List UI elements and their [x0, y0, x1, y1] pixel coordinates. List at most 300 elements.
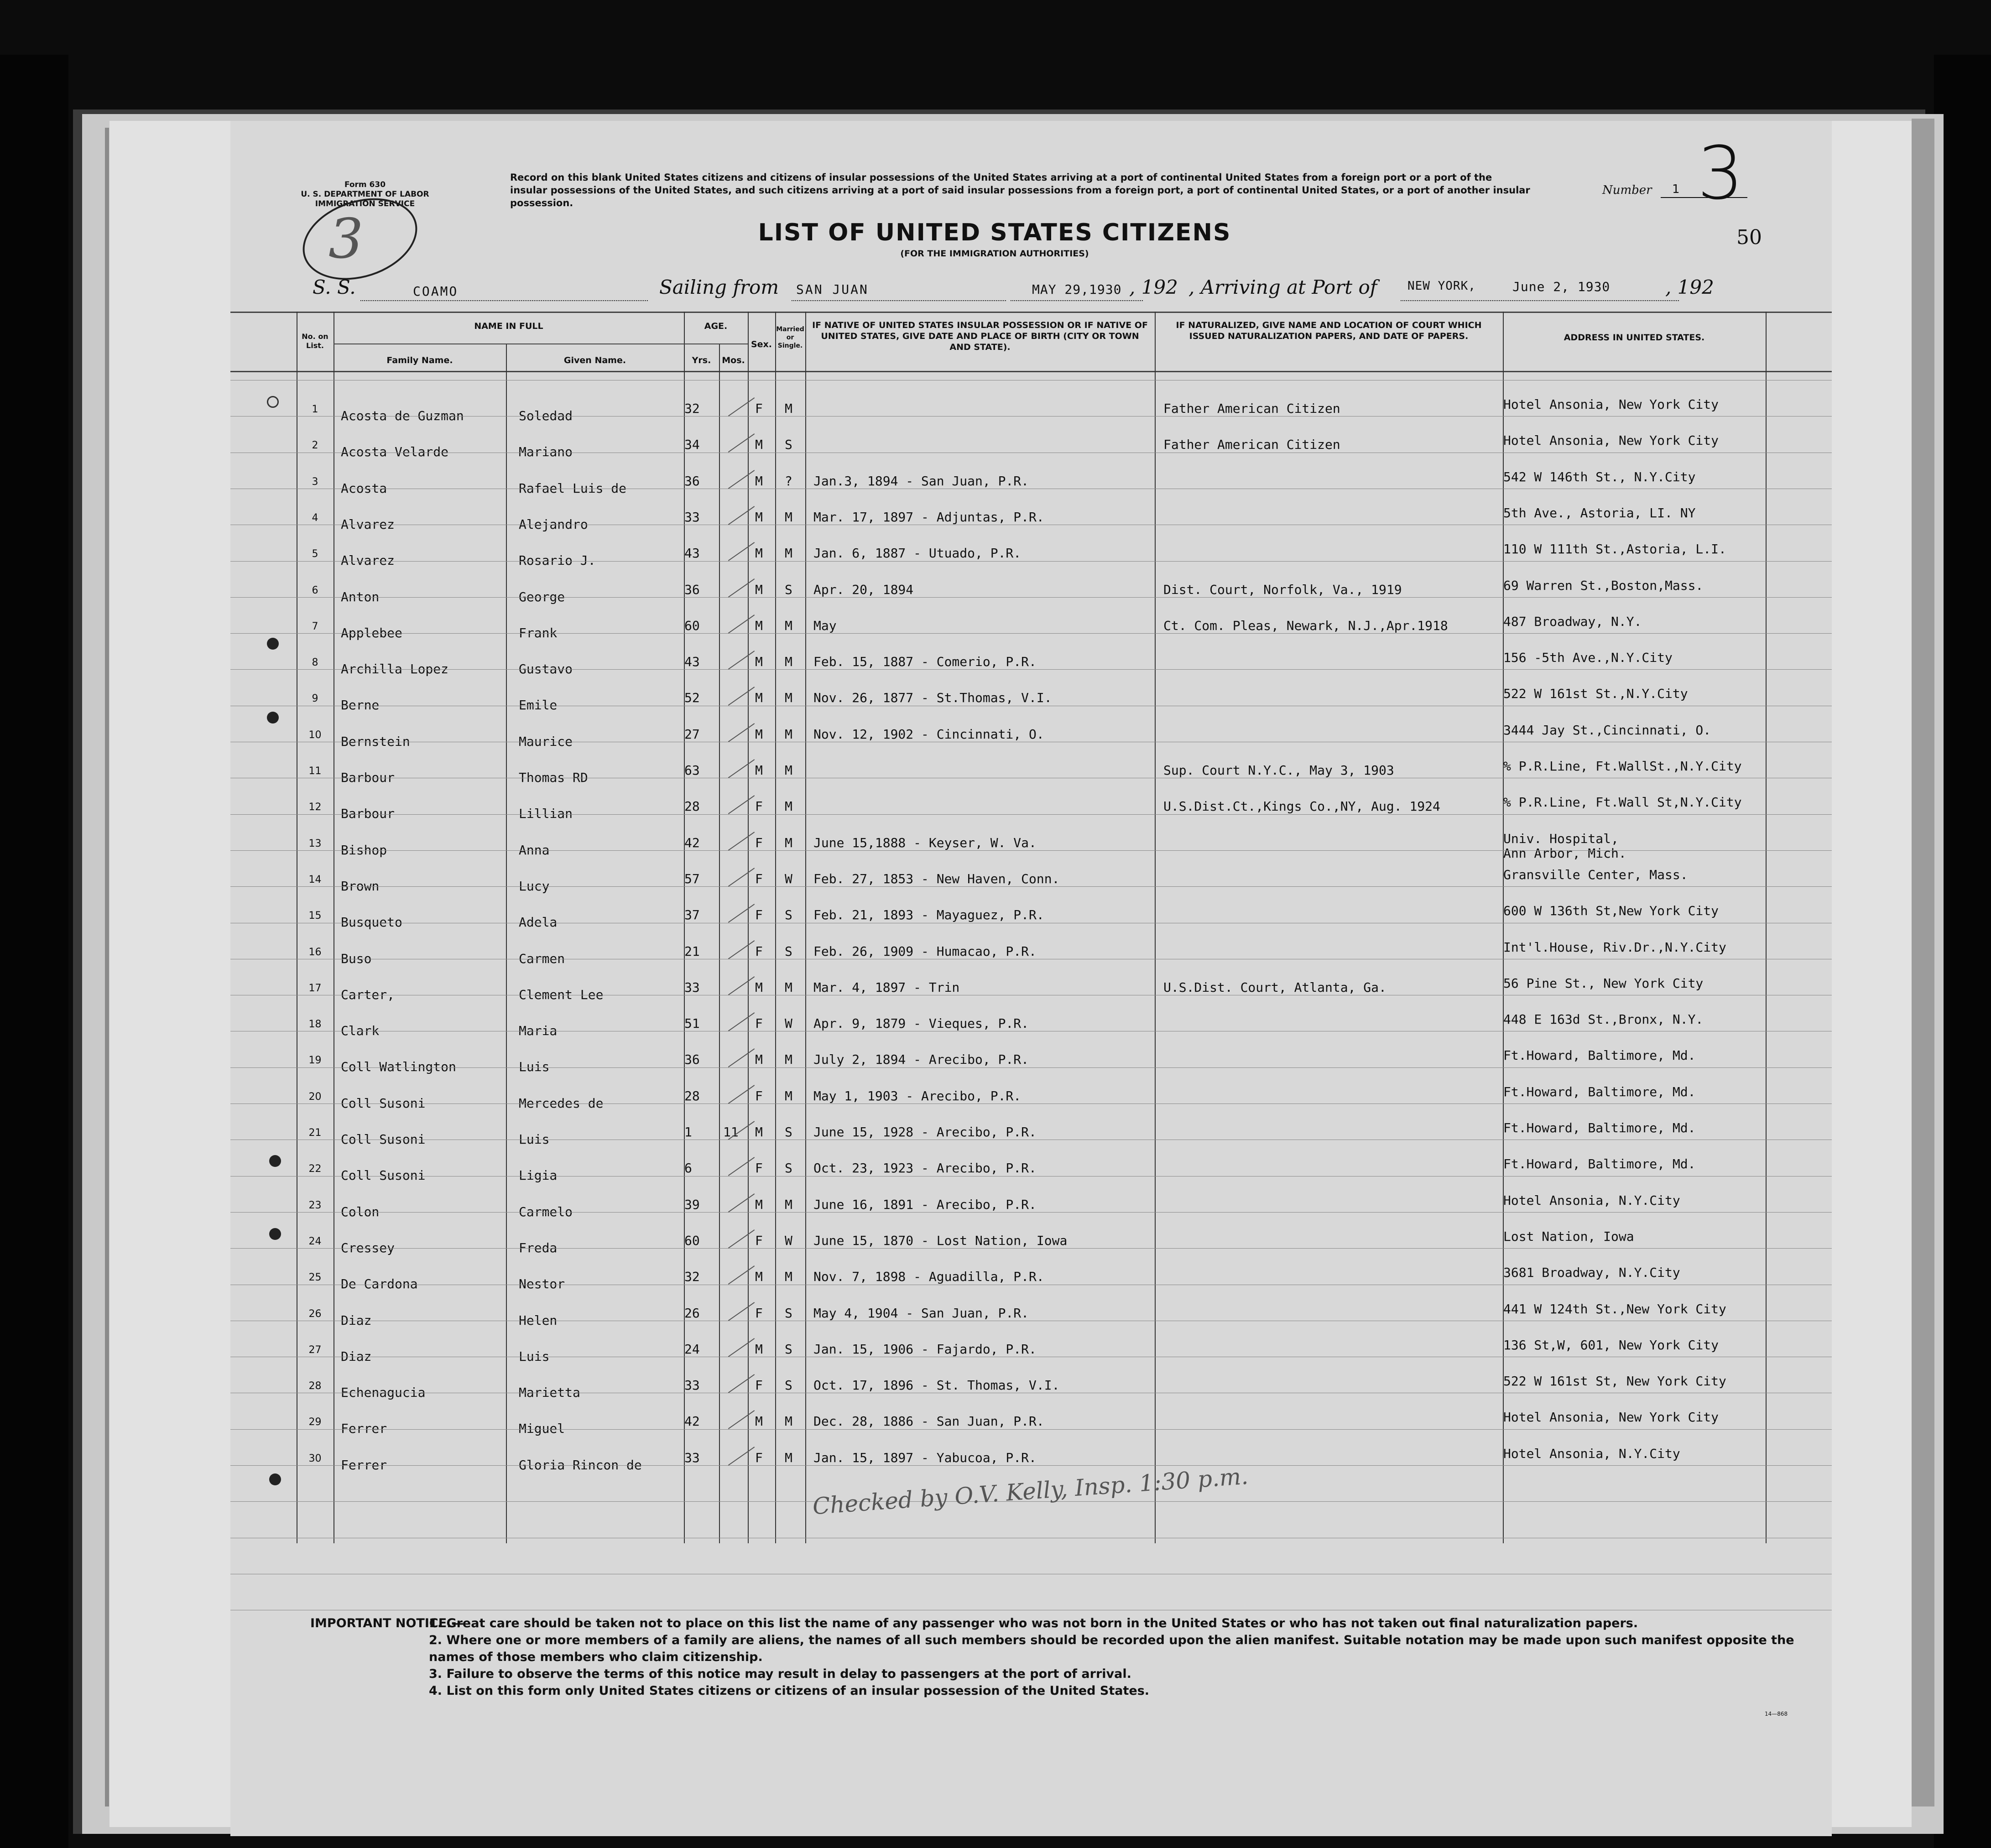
age-years: 63	[684, 763, 700, 778]
row-number: 26	[308, 1308, 322, 1320]
age-years: 28	[684, 1088, 700, 1104]
given-name: Carmen	[519, 951, 565, 966]
row-number: 23	[308, 1199, 322, 1211]
circled-number: 3	[328, 208, 364, 271]
birth-date-place: May	[813, 618, 837, 633]
check-mark	[728, 542, 755, 561]
row-rule	[230, 561, 1832, 562]
age-years: 33	[684, 1450, 700, 1465]
family-name: Cressey	[341, 1240, 395, 1255]
family-name: Colon	[341, 1204, 380, 1219]
sailing-date: MAY 29,1930	[1032, 282, 1122, 297]
age-years: 36	[684, 582, 700, 597]
birth-date-place: Oct. 17, 1896 - St. Thomas, V.I.	[813, 1378, 1060, 1393]
address: Hotel Ansonia, New York City	[1503, 397, 1719, 412]
check-mark	[728, 1048, 755, 1067]
birth-date-place: Dec. 28, 1886 - San Juan, P.R.	[813, 1414, 1044, 1429]
sex: M	[755, 509, 763, 525]
given-name: Ligia	[519, 1168, 558, 1183]
header-no: No. on List.	[302, 332, 328, 350]
form-title: LIST OF UNITED STATES CITIZENS	[758, 219, 1231, 246]
row-number: 12	[308, 802, 322, 813]
sex: M	[755, 1052, 763, 1067]
family-name: Archilla Lopez	[341, 661, 449, 677]
check-mark	[728, 1229, 755, 1249]
family-name: Coll Susoni	[341, 1132, 426, 1147]
check-mark	[728, 687, 755, 706]
right-page-edge	[1912, 119, 1934, 1806]
family-name: Alvarez	[341, 553, 395, 568]
family-name: Ferrer	[341, 1421, 387, 1437]
agency-line: U. S. DEPARTMENT OF LABOR	[301, 190, 429, 199]
given-name: Gustavo	[519, 661, 573, 677]
age-years: 57	[684, 871, 700, 886]
marital-status: S	[785, 437, 792, 453]
header-yrs: Yrs.	[692, 355, 711, 365]
birth-date-place: Nov. 12, 1902 - Cincinnati, O.	[813, 726, 1044, 742]
family-name: Busqueto	[341, 915, 402, 930]
row-number: 4	[312, 512, 318, 524]
marital-status: W	[785, 871, 792, 886]
birth-date-place: Mar. 17, 1897 - Adjuntas, P.R.	[813, 509, 1044, 525]
marital-status: S	[785, 582, 792, 597]
birth-date-place: Mar. 4, 1897 - Trin	[813, 979, 960, 995]
check-mark	[728, 1338, 755, 1357]
family-name: Coll Susoni	[341, 1095, 426, 1111]
marital-status: M	[785, 1197, 792, 1212]
age-years: 34	[684, 437, 700, 453]
sex: F	[755, 943, 763, 959]
row-number: 25	[308, 1272, 322, 1284]
address: 3444 Jay St.,Cincinnati, O.	[1503, 722, 1711, 738]
given-name: Anna	[519, 842, 550, 858]
birth-date-place: July 2, 1894 - Arecibo, P.R.	[813, 1052, 1029, 1067]
family-name: Echenagucia	[341, 1385, 426, 1400]
row-number: 17	[308, 982, 322, 994]
check-mark	[728, 976, 755, 995]
family-name: Diaz	[341, 1312, 372, 1328]
family-name: Acosta de Guzman	[341, 408, 464, 423]
row-number: 20	[308, 1091, 322, 1103]
given-name: Mercedes de	[519, 1095, 604, 1111]
given-name: Helen	[519, 1312, 558, 1328]
row-number: 11	[308, 765, 322, 777]
check-mark	[728, 433, 755, 453]
form-number: Form 630	[344, 180, 386, 189]
row-number: 19	[308, 1055, 322, 1067]
row-number: 2	[312, 440, 318, 452]
notice-heading: IMPORTANT NOTICE.—	[310, 1616, 464, 1630]
sex: F	[755, 799, 763, 814]
marital-status: M	[785, 509, 792, 525]
address: 600 W 136th St,New York City	[1503, 903, 1719, 919]
given-name: Nestor	[519, 1276, 565, 1292]
number-label: Number	[1602, 183, 1652, 197]
age-years: 32	[684, 1269, 700, 1285]
given-name: Frank	[519, 625, 558, 640]
row-number: 30	[308, 1452, 322, 1464]
handwritten-sheet-number: 3	[1697, 130, 1744, 216]
check-mark	[728, 868, 755, 887]
age-years: 37	[684, 907, 700, 923]
marital-status: S	[785, 1161, 792, 1176]
check-mark	[728, 1085, 755, 1104]
header-naturalization: IF NATURALIZED, GIVE NAME AND LOCATION OF COURT WHICH ISSUED NATURALIZATION PAPERS, AND DATE OF PAPERS.	[1176, 320, 1482, 341]
marital-status: S	[785, 1378, 792, 1393]
age-years: 33	[684, 979, 700, 995]
year-suffix: , 192	[1129, 276, 1178, 298]
given-name: Freda	[519, 1240, 558, 1255]
marital-status: W	[785, 1016, 792, 1031]
given-name: Gloria Rincon de	[519, 1457, 642, 1473]
address: Int'l.House, Riv.Dr.,N.Y.City	[1503, 939, 1726, 955]
check-mark	[728, 397, 755, 416]
given-name: George	[519, 589, 565, 604]
sex: M	[755, 618, 763, 633]
marital-status: S	[785, 1341, 792, 1357]
family-name: Coll Susoni	[341, 1168, 426, 1183]
address: Hotel Ansonia, New York City	[1503, 433, 1719, 448]
family-name: Acosta Velarde	[341, 444, 449, 460]
sex: M	[755, 473, 763, 489]
sex: F	[755, 1233, 763, 1248]
given-name: Rosario J.	[519, 553, 596, 568]
row-number: 18	[308, 1019, 322, 1031]
age-years: 36	[684, 1052, 700, 1067]
marital-status: S	[785, 1124, 792, 1140]
family-name: Barbour	[341, 806, 395, 822]
sex: M	[755, 1269, 763, 1285]
marital-status: S	[785, 1305, 792, 1321]
check-mark	[728, 1302, 755, 1321]
page-number: 50	[1736, 226, 1762, 249]
marital-status: M	[785, 763, 792, 778]
age-years: 52	[684, 690, 700, 706]
sex: M	[755, 763, 763, 778]
row-rule	[230, 1212, 1832, 1213]
row-rule	[230, 1429, 1832, 1430]
important-notice	[310, 1615, 1834, 1699]
marital-status: M	[785, 799, 792, 814]
sex: M	[755, 654, 763, 670]
address: Hotel Ansonia, New York City	[1503, 1410, 1719, 1425]
check-mark	[728, 506, 755, 525]
arrival-date: June 2, 1930	[1512, 279, 1611, 294]
address: Gransville Center, Mass.	[1503, 867, 1688, 882]
address: 487 Broadway, N.Y.	[1503, 614, 1642, 629]
birth-date-place: Jan.3, 1894 - San Juan, P.R.	[813, 473, 1029, 489]
given-name: Thomas RD	[519, 770, 588, 785]
marital-status: ?	[785, 473, 792, 489]
header-sex: Sex.	[751, 339, 772, 349]
notice-item: 1. Great care should be taken not to place on this list the name of any passenger who was not born in the United States or who has not taken out final naturalization papers.	[429, 1616, 1638, 1630]
age-years: 43	[684, 654, 700, 670]
given-name: Alejandro	[519, 516, 588, 532]
marital-status: M	[785, 1414, 792, 1429]
given-name: Soledad	[519, 408, 573, 423]
address: 56 Pine St., New York City	[1503, 975, 1704, 991]
birth-date-place: Nov. 26, 1877 - St.Thomas, V.I.	[813, 690, 1052, 706]
age-years: 26	[684, 1305, 700, 1321]
sailing-label: Sailing from	[659, 276, 779, 298]
header-married-single: Married or Single.	[776, 326, 804, 349]
given-name: Luis	[519, 1348, 550, 1364]
marital-status: M	[785, 979, 792, 995]
check-mark	[728, 723, 755, 742]
birth-date-place: Jan. 15, 1897 - Yabucoa, P.R.	[813, 1450, 1037, 1465]
birth-date-place: June 16, 1891 - Arecibo, P.R.	[813, 1197, 1037, 1212]
sex: M	[755, 437, 763, 453]
address: 156 -5th Ave.,N.Y.City	[1503, 650, 1673, 666]
address: 69 Warren St.,Boston,Mass.	[1503, 578, 1704, 593]
sex: M	[755, 1197, 763, 1212]
check-mark	[728, 759, 755, 778]
age-years: 24	[684, 1341, 700, 1357]
row-rule	[230, 669, 1832, 670]
family-name: Clark	[341, 1023, 380, 1039]
marital-status: M	[785, 618, 792, 633]
sex: F	[755, 1305, 763, 1321]
row-rule	[230, 1067, 1832, 1068]
header-age: AGE.	[704, 321, 728, 331]
given-name: Luis	[519, 1132, 550, 1147]
row-number: 21	[308, 1127, 322, 1139]
number-value: 1	[1672, 182, 1680, 196]
address: 448 E 163d St.,Bronx, N.Y.	[1503, 1012, 1704, 1027]
given-name: Luis	[519, 1059, 550, 1075]
agency-line: IMMIGRATION SERVICE	[315, 199, 415, 208]
given-name: Lucy	[519, 878, 550, 894]
header-family-name: Family Name.	[386, 355, 453, 365]
family-name: Alvarez	[341, 516, 395, 532]
family-name: Bernstein	[341, 734, 410, 749]
header-name-in-full: NAME IN FULL	[474, 321, 543, 331]
from-line	[792, 300, 1006, 301]
address: Univ. Hospital, Ann Arbor, Mich.	[1503, 831, 1626, 861]
marital-status: M	[785, 1269, 792, 1285]
age-years: 32	[684, 401, 700, 416]
family-name: Ferrer	[341, 1457, 387, 1473]
marital-status: S	[785, 943, 792, 959]
given-name: Rafael Luis de	[519, 480, 627, 496]
address: Hotel Ansonia, N.Y.City	[1503, 1192, 1680, 1208]
family-name: De Cardona	[341, 1276, 418, 1292]
row-number: 22	[308, 1163, 322, 1175]
check-mark	[728, 1012, 755, 1031]
sex: F	[755, 401, 763, 416]
age-years: 36	[684, 473, 700, 489]
birth-date-place: Feb. 15, 1887 - Comerio, P.R.	[813, 654, 1037, 670]
naturalization-court: Sup. Court N.Y.C., May 3, 1903	[1163, 763, 1394, 778]
check-mark	[728, 1374, 755, 1393]
address: Ft.Howard, Baltimore, Md.	[1503, 1120, 1696, 1135]
family-name: Acosta	[341, 480, 387, 496]
family-name: Bishop	[341, 842, 387, 858]
address: 522 W 161st St.,N.Y.City	[1503, 686, 1688, 702]
naturalization-court: Father American Citizen	[1163, 437, 1340, 453]
age-years: 33	[684, 509, 700, 525]
sailing-from: SAN JUAN	[796, 282, 869, 297]
row-number: 8	[312, 657, 318, 669]
header-mos: Mos.	[722, 355, 745, 365]
check-mark	[728, 940, 755, 959]
row-number: 14	[308, 874, 322, 885]
row-number: 5	[312, 548, 318, 560]
inspector-signature: Checked by O.V. Kelly, Insp. 1:30 p.m.	[812, 1463, 1249, 1520]
age-years: 43	[684, 546, 700, 561]
row-number: 29	[308, 1416, 322, 1428]
birth-date-place: Jan. 15, 1906 - Fajardo, P.R.	[813, 1341, 1037, 1357]
sex: F	[755, 1378, 763, 1393]
marital-status: M	[785, 401, 792, 416]
birth-date-place: Oct. 23, 1923 - Arecibo, P.R.	[813, 1161, 1037, 1176]
birth-date-place: June 15, 1870 - Lost Nation, Iowa	[813, 1233, 1068, 1248]
header-birth: IF NATIVE OF UNITED STATES INSULAR POSSESSION OR IF NATIVE OF UNITED STATES, GIVE DATE AND PLACE OF BIRTH (CITY OR TOWN AND STATE).	[812, 320, 1148, 352]
birth-date-place: June 15,1888 - Keyser, W. Va.	[813, 835, 1037, 850]
row-number: 9	[312, 693, 318, 705]
check-mark	[728, 795, 755, 814]
table-rule	[230, 371, 1832, 372]
notice-item: 4. List on this form only United States citizens or citizens of an insular possession of the United States.	[429, 1684, 1150, 1698]
age-years: 39	[684, 1197, 700, 1212]
passenger-table	[230, 312, 1832, 1548]
row-rule	[230, 850, 1832, 851]
address: % P.R.Line, Ft.Wall St,N.Y.City	[1503, 795, 1742, 810]
naturalization-court: Dist. Court, Norfolk, Va., 1919	[1163, 582, 1402, 597]
ship-line	[360, 300, 648, 301]
ss-label: S. S.	[313, 276, 356, 298]
sex: F	[755, 1088, 763, 1104]
age-years: 51	[684, 1016, 700, 1031]
address: 522 W 161st St, New York City	[1503, 1374, 1726, 1389]
naturalization-court: Father American Citizen	[1163, 401, 1340, 416]
sex: M	[755, 582, 763, 597]
birth-date-place: June 15, 1928 - Arecibo, P.R.	[813, 1124, 1037, 1140]
address: Ft.Howard, Baltimore, Md.	[1503, 1048, 1696, 1063]
binding-edge	[105, 128, 109, 1806]
arrival-port: NEW YORK,	[1407, 279, 1476, 293]
port-line	[1401, 300, 1679, 301]
given-name: Maria	[519, 1023, 558, 1039]
sex: M	[755, 1124, 763, 1140]
age-years: 42	[684, 1414, 700, 1429]
check-mark	[728, 470, 755, 489]
birth-date-place: Feb. 21, 1893 - Mayaguez, P.R.	[813, 907, 1044, 923]
sex: M	[755, 690, 763, 706]
check-mark	[728, 1410, 755, 1429]
row-number: 27	[308, 1344, 322, 1356]
age-months: 11	[723, 1124, 739, 1140]
row-rule	[230, 814, 1832, 815]
birth-date-place: May 4, 1904 - San Juan, P.R.	[813, 1305, 1029, 1321]
age-years: 28	[684, 799, 700, 814]
family-name: Coll Watlington	[341, 1059, 456, 1075]
notice-item: 3. Failure to observe the terms of this notice may result in delay to passengers at the port of arrival.	[429, 1667, 1131, 1681]
address: % P.R.Line, Ft.WallSt.,N.Y.City	[1503, 759, 1742, 774]
row-number: 3	[312, 476, 318, 488]
check-mark	[728, 578, 755, 598]
marital-status: M	[785, 726, 792, 742]
year-suffix: , 192	[1665, 276, 1714, 298]
marital-status: S	[785, 907, 792, 923]
given-name: Marietta	[519, 1385, 580, 1400]
address: Lost Nation, Iowa	[1503, 1229, 1634, 1244]
age-years: 60	[684, 1233, 700, 1248]
family-name: Barbour	[341, 770, 395, 785]
form-instructions: Record on this blank United States citizens and citizens of insular possessions of the United States arriving at a port of continental United States from a foreign port or a port of the insular possessions of the United States, and such citizens arriving at a port of said insular possessions from a foreign port, a port of continental United States, or a port of another insular possession.	[510, 172, 1530, 208]
ship-name: COAMO	[413, 284, 459, 299]
print-code: 14—868	[1765, 1711, 1788, 1717]
age-years: 6	[684, 1161, 692, 1176]
row-rule	[230, 597, 1832, 598]
sex: M	[755, 546, 763, 561]
row-number: 13	[308, 838, 322, 849]
birth-date-place: Apr. 20, 1894	[813, 582, 914, 597]
check-mark	[728, 1447, 755, 1466]
marital-status: M	[785, 1088, 792, 1104]
row-number: 1	[312, 404, 318, 415]
row-rule	[230, 633, 1832, 634]
address: 3681 Broadway, N.Y.City	[1503, 1265, 1680, 1281]
sex: F	[755, 1450, 763, 1465]
sex: F	[755, 835, 763, 850]
check-mark	[728, 1157, 755, 1176]
row-number: 6	[312, 584, 318, 596]
address: Hotel Ansonia, N.Y.City	[1503, 1446, 1680, 1461]
age-years: 27	[684, 726, 700, 742]
birth-date-place: Feb. 26, 1909 - Humacao, P.R.	[813, 943, 1037, 959]
family-name: Diaz	[341, 1348, 372, 1364]
marital-status: M	[785, 654, 792, 670]
naturalization-court: Ct. Com. Pleas, Newark, N.J.,Apr.1918	[1163, 618, 1448, 633]
age-years: 33	[684, 1378, 700, 1393]
address: Ft.Howard, Baltimore, Md.	[1503, 1156, 1696, 1172]
birth-date-place: Feb. 27, 1853 - New Haven, Conn.	[813, 871, 1060, 886]
sex: M	[755, 1414, 763, 1429]
check-mark	[728, 1193, 755, 1213]
check-mark	[728, 1265, 755, 1285]
header-given-name: Given Name.	[563, 355, 626, 365]
birth-date-place: Nov. 7, 1898 - Aguadilla, P.R.	[813, 1269, 1044, 1285]
sex: M	[755, 979, 763, 995]
marital-status: M	[785, 1052, 792, 1067]
age-years: 21	[684, 943, 700, 959]
check-mark	[728, 904, 755, 923]
birth-date-place: Apr. 9, 1879 - Vieques, P.R.	[813, 1016, 1029, 1031]
address: 110 W 111th St.,Astoria, L.I.	[1503, 541, 1726, 557]
sex: M	[755, 726, 763, 742]
row-rule	[230, 886, 1832, 887]
row-number: 10	[308, 729, 322, 741]
row-rule	[230, 1248, 1832, 1249]
address: Ft.Howard, Baltimore, Md.	[1503, 1084, 1696, 1099]
given-name: Emile	[519, 698, 558, 713]
header-address: ADDRESS IN UNITED STATES.	[1564, 333, 1705, 343]
age-years: 60	[684, 618, 700, 633]
age-years: 1	[684, 1124, 692, 1140]
form-subtitle: (FOR THE IMMIGRATION AUTHORITIES)	[900, 249, 1089, 259]
address: 136 St,W, 601, New York City	[1503, 1337, 1719, 1353]
row-number: 28	[308, 1380, 322, 1392]
marital-status: M	[785, 546, 792, 561]
marital-status: M	[785, 1450, 792, 1465]
birth-date-place: Jan. 6, 1887 - Utuado, P.R.	[813, 546, 1022, 561]
sex: M	[755, 1341, 763, 1357]
marital-status: M	[785, 690, 792, 706]
address: 441 W 124th St.,New York City	[1503, 1301, 1726, 1317]
given-name: Clement Lee	[519, 987, 604, 1002]
family-name: Buso	[341, 951, 372, 966]
